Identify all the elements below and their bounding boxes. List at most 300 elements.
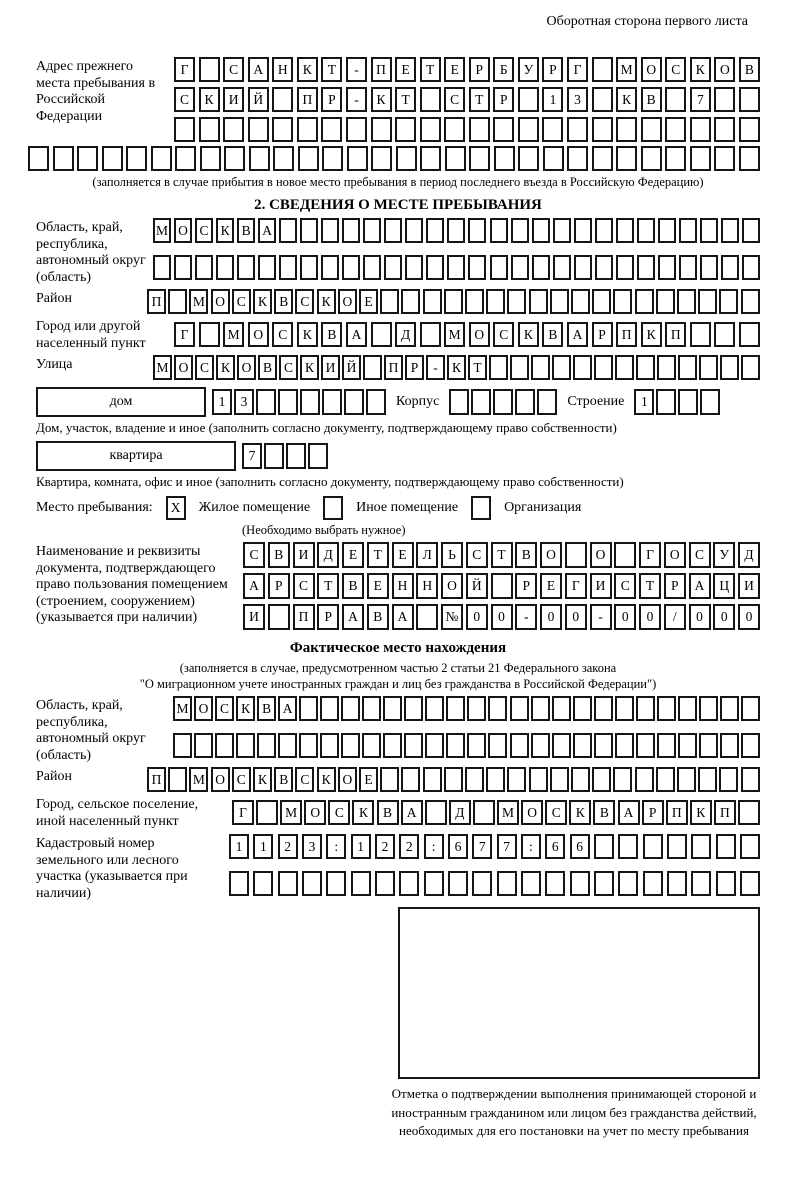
char-box [300, 389, 320, 415]
char-box [571, 767, 590, 792]
char-box [531, 696, 550, 721]
char-box [380, 289, 399, 314]
actual-location-title: Фактическое место нахождения [289, 640, 507, 656]
char-box: В [274, 289, 293, 314]
char-box [273, 146, 294, 171]
char-box [248, 117, 269, 142]
char-box: Й [342, 355, 361, 380]
char-box [635, 767, 654, 792]
char-box: Й [466, 573, 488, 599]
char-box [573, 696, 592, 721]
char-box [738, 800, 760, 825]
char-box [321, 255, 339, 280]
char-box [553, 218, 571, 243]
char-box [199, 57, 220, 82]
char-box: 1 [229, 834, 249, 859]
house-note: Дом, участок, владение и иное (заполнить согласно документу, подтверждающему право собственности) [36, 420, 617, 435]
char-box [740, 834, 760, 859]
char-box [449, 389, 469, 415]
char-box [615, 733, 634, 758]
char-box: Е [444, 57, 465, 82]
char-box [268, 604, 290, 630]
char-box [678, 733, 697, 758]
char-box: П [616, 322, 637, 347]
char-box [637, 218, 655, 243]
char-box [637, 255, 655, 280]
char-box: - [346, 87, 367, 112]
char-box [543, 146, 564, 171]
char-box [721, 218, 739, 243]
char-box: В [258, 355, 277, 380]
char-box: К [253, 289, 272, 314]
char-box [447, 255, 465, 280]
prev-address-row-4 [28, 146, 760, 171]
char-box: С [293, 573, 315, 599]
char-box [594, 355, 613, 380]
char-box: М [153, 355, 172, 380]
street-field [36, 355, 760, 380]
char-box [594, 834, 614, 859]
char-box: 6 [448, 834, 468, 859]
char-box [550, 289, 569, 314]
char-box [742, 255, 760, 280]
char-box: Т [367, 542, 389, 568]
char-box: В [257, 696, 276, 721]
char-box [552, 696, 571, 721]
char-box: С [545, 800, 567, 825]
char-box: 1 [351, 834, 371, 859]
char-box [690, 117, 711, 142]
char-box [641, 117, 662, 142]
char-box [592, 146, 613, 171]
char-box: 2 [278, 834, 298, 859]
checkbox-residential-label: Жилое помещение [198, 500, 311, 515]
char-box [472, 871, 492, 896]
char-box: К [199, 87, 220, 112]
char-box [366, 389, 386, 415]
char-box [399, 871, 419, 896]
char-box: Ц [713, 573, 735, 599]
char-box [636, 696, 655, 721]
char-box [657, 696, 676, 721]
document-row-3 [243, 604, 760, 630]
char-box [518, 87, 539, 112]
char-box: Н [416, 573, 438, 599]
char-box: Т [468, 355, 487, 380]
char-box [490, 255, 508, 280]
char-box [739, 87, 760, 112]
city-field-actual [36, 795, 760, 830]
checkbox-organization-label: Организация [504, 500, 582, 515]
char-box [425, 733, 444, 758]
char-box [491, 573, 513, 599]
char-box: Т [469, 87, 490, 112]
char-box: С [466, 542, 488, 568]
char-box [643, 871, 663, 896]
char-box [420, 146, 441, 171]
char-box [322, 389, 342, 415]
cadastre-label: Кадастровый номер земельного или лесного участка (указывается при наличии) [36, 836, 188, 901]
char-box: 7 [472, 834, 492, 859]
char-box: М [153, 218, 171, 243]
char-box: В [268, 542, 290, 568]
char-box: Е [395, 57, 416, 82]
char-box [677, 767, 696, 792]
char-box: О [338, 767, 357, 792]
char-box [249, 146, 270, 171]
char-box [518, 146, 539, 171]
char-box [236, 733, 255, 758]
cadastre-row-1 [229, 834, 760, 866]
city-label: Город или другой населенный пункт [36, 319, 146, 351]
char-box [657, 733, 676, 758]
char-box [53, 146, 74, 171]
char-box: О [338, 289, 357, 314]
char-box [375, 871, 395, 896]
char-box: Т [639, 573, 661, 599]
char-box: В [274, 767, 293, 792]
char-box [658, 255, 676, 280]
char-box: А [248, 57, 269, 82]
char-box [383, 696, 402, 721]
char-box: П [297, 87, 318, 112]
char-box: К [518, 322, 539, 347]
char-box [363, 255, 381, 280]
char-box [322, 146, 343, 171]
char-box: Е [342, 542, 364, 568]
char-box: Г [639, 542, 661, 568]
district-actual-label: Район [36, 769, 72, 784]
char-box [532, 255, 550, 280]
char-box [567, 146, 588, 171]
char-box [253, 871, 273, 896]
char-box [529, 289, 548, 314]
korpus-boxes [449, 389, 557, 415]
char-box: Е [359, 289, 378, 314]
char-box: П [384, 355, 403, 380]
char-box: К [253, 767, 272, 792]
char-box [351, 871, 371, 896]
region-field-actual [36, 696, 760, 764]
char-box [486, 289, 505, 314]
char-box [278, 871, 298, 896]
stay-place-label: Место пребывания: [36, 500, 153, 515]
char-box [531, 355, 550, 380]
char-box [384, 218, 402, 243]
char-box: 1 [634, 389, 654, 415]
char-box [719, 289, 738, 314]
char-box [616, 255, 634, 280]
char-box [493, 389, 513, 415]
char-box [573, 733, 592, 758]
city-actual-label: Город, сельское поселение, иной населенный пункт [36, 797, 199, 829]
char-box: Т [491, 542, 513, 568]
char-box [615, 355, 634, 380]
char-box: В [342, 573, 364, 599]
prev-address-row-3 [174, 117, 760, 142]
street-row [153, 355, 760, 380]
char-box: / [664, 604, 686, 630]
char-box [473, 800, 495, 825]
char-box [347, 146, 368, 171]
char-box [665, 117, 686, 142]
char-box [698, 289, 717, 314]
city-row [174, 322, 760, 347]
char-box: С [295, 767, 314, 792]
char-box: П [666, 800, 688, 825]
char-box: С [272, 322, 293, 347]
char-box: 7 [497, 834, 517, 859]
char-box [574, 218, 592, 243]
char-box [467, 733, 486, 758]
char-box: 2 [399, 834, 419, 859]
char-box: П [293, 604, 315, 630]
char-box [279, 255, 297, 280]
char-box: Р [493, 87, 514, 112]
char-box: 0 [540, 604, 562, 630]
char-box [321, 117, 342, 142]
char-box [613, 289, 632, 314]
char-box: А [342, 604, 364, 630]
char-box [465, 767, 484, 792]
char-box [742, 218, 760, 243]
char-box: К [216, 355, 235, 380]
document-label: Наименование и реквизиты документа, подтверждающего право пользования помещением (строением, сооружением) (указывается при наличии) [36, 544, 228, 625]
char-box [665, 87, 686, 112]
char-box [174, 117, 195, 142]
char-box: К [447, 355, 466, 380]
char-box: Г [174, 322, 195, 347]
char-box: К [236, 696, 255, 721]
char-box [635, 289, 654, 314]
apartment-label-box: квартира [36, 441, 236, 471]
district-field [36, 289, 760, 314]
char-box [320, 696, 339, 721]
char-box [424, 871, 444, 896]
char-box: Г [565, 573, 587, 599]
char-box: В [367, 604, 389, 630]
char-box [665, 146, 686, 171]
char-box: О [194, 696, 213, 721]
house-label-box: дом [36, 387, 206, 417]
char-box [510, 355, 529, 380]
char-box: М [173, 696, 192, 721]
char-box [741, 355, 760, 380]
char-box: 0 [738, 604, 760, 630]
char-box [423, 289, 442, 314]
char-box [278, 733, 297, 758]
char-box: Р [469, 57, 490, 82]
char-box [657, 355, 676, 380]
char-box: О [174, 218, 192, 243]
char-box: М [497, 800, 519, 825]
char-box: В [542, 322, 563, 347]
region-label: Область, край, республика, автономный округ (область) [36, 220, 146, 285]
char-box: С [215, 696, 234, 721]
char-box [616, 117, 637, 142]
char-box [592, 57, 613, 82]
char-box [658, 218, 676, 243]
char-box: С [493, 322, 514, 347]
char-box [297, 117, 318, 142]
char-box [716, 871, 736, 896]
char-box [308, 443, 328, 469]
char-box: 1 [212, 389, 232, 415]
char-box [469, 146, 490, 171]
char-box [298, 146, 319, 171]
char-box: С [295, 289, 314, 314]
char-box: 7 [690, 87, 711, 112]
char-box [362, 696, 381, 721]
char-box [567, 117, 588, 142]
document-field [36, 542, 760, 630]
char-box [426, 255, 444, 280]
char-box [690, 322, 711, 347]
char-box [553, 255, 571, 280]
char-box: В [377, 800, 399, 825]
char-box [302, 871, 322, 896]
char-box [173, 733, 192, 758]
char-box [299, 696, 318, 721]
char-box [341, 696, 360, 721]
char-box [383, 733, 402, 758]
char-box [518, 117, 539, 142]
char-box [490, 218, 508, 243]
char-box: Е [540, 573, 562, 599]
char-box [691, 871, 711, 896]
char-box [299, 733, 318, 758]
char-box: А [346, 322, 367, 347]
char-box [446, 696, 465, 721]
region-row-1 [153, 218, 760, 250]
char-box [716, 834, 736, 859]
char-box [342, 255, 360, 280]
prev-address-row-2 [174, 87, 760, 112]
char-box [494, 146, 515, 171]
char-box [691, 834, 711, 859]
char-box: А [567, 322, 588, 347]
char-box: С [195, 355, 214, 380]
char-box: К [371, 87, 392, 112]
char-box [168, 767, 187, 792]
char-box [740, 871, 760, 896]
char-box: П [147, 289, 166, 314]
korpus-label: Корпус [396, 394, 440, 409]
char-box [616, 218, 634, 243]
char-box: М [189, 767, 208, 792]
char-box [641, 146, 662, 171]
char-box [510, 733, 529, 758]
char-box: Р [664, 573, 686, 599]
char-box: М [280, 800, 302, 825]
char-box [571, 289, 590, 314]
char-box: 3 [234, 389, 254, 415]
char-box: О [540, 542, 562, 568]
char-box: 0 [565, 604, 587, 630]
char-box [552, 733, 571, 758]
char-box: А [392, 604, 414, 630]
char-box: - [515, 604, 537, 630]
char-box [595, 255, 613, 280]
char-box [529, 767, 548, 792]
char-box: Г [567, 57, 588, 82]
district-actual-row [147, 767, 760, 792]
char-box: О [174, 355, 193, 380]
char-box [700, 389, 720, 415]
char-box [465, 289, 484, 314]
char-box [420, 87, 441, 112]
char-box [570, 871, 590, 896]
char-box [444, 289, 463, 314]
char-box [380, 767, 399, 792]
char-box: К [641, 322, 662, 347]
char-box: Л [416, 542, 438, 568]
char-box: С [279, 355, 298, 380]
char-box: - [426, 355, 445, 380]
char-box [175, 146, 196, 171]
char-box [521, 871, 541, 896]
char-box: - [346, 57, 367, 82]
char-box: Р [405, 355, 424, 380]
char-box [224, 146, 245, 171]
char-box [656, 767, 675, 792]
char-box [264, 443, 284, 469]
char-box: К [690, 57, 711, 82]
char-box [371, 146, 392, 171]
char-box [700, 218, 718, 243]
char-box [699, 355, 718, 380]
char-box: Н [392, 573, 414, 599]
char-box [714, 117, 735, 142]
checkbox-other-premises-label: Иное помещение [356, 500, 459, 515]
char-box [468, 218, 486, 243]
char-box [425, 696, 444, 721]
char-box [698, 767, 717, 792]
char-box [636, 733, 655, 758]
district-field-actual [36, 767, 760, 792]
char-box: О [237, 355, 256, 380]
char-box: О [211, 767, 230, 792]
char-box [371, 322, 392, 347]
char-box [618, 871, 638, 896]
char-box [223, 117, 244, 142]
char-box: Н [272, 57, 293, 82]
region-actual-label: Область, край, республика, автономный округ (область) [36, 698, 146, 763]
char-box: К [297, 322, 318, 347]
char-box [401, 289, 420, 314]
char-box [616, 146, 637, 171]
char-box: А [401, 800, 423, 825]
char-box [677, 289, 696, 314]
char-box: И [293, 542, 315, 568]
char-box: А [258, 218, 276, 243]
char-box [615, 696, 634, 721]
char-box [720, 355, 739, 380]
char-box [326, 871, 346, 896]
char-box: С [195, 218, 213, 243]
char-box: К [352, 800, 374, 825]
stroenie-label: Строение [567, 394, 625, 409]
document-row-1 [243, 542, 760, 568]
char-box [573, 355, 592, 380]
char-box: Д [449, 800, 471, 825]
char-box [467, 696, 486, 721]
char-box: К [317, 289, 336, 314]
char-box: Д [317, 542, 339, 568]
char-box [489, 355, 508, 380]
char-box [574, 255, 592, 280]
prev-address-row-1 [174, 57, 760, 82]
